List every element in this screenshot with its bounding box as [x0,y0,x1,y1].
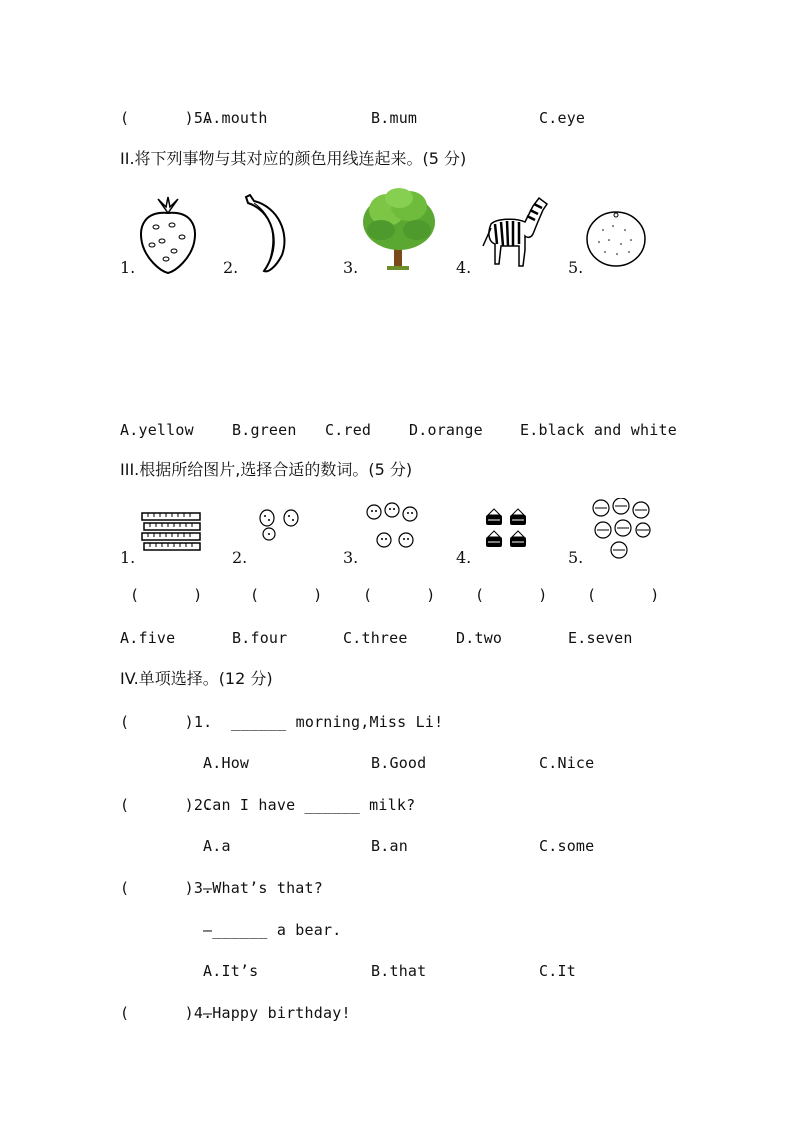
number-option-a: A.five [120,629,176,647]
question-paren-2: ( )2. [120,796,213,814]
item-number: 3. [343,258,359,277]
orange-icon [585,210,647,268]
color-option-e: E.black and white [520,421,677,439]
color-option-a: A.yellow [120,421,194,439]
tree-icon [361,186,437,272]
q1-option-a: A.How [203,754,250,772]
question-paren-1: ( )1. [120,713,213,731]
q3-option-c: C.It [539,962,576,980]
color-option-c: C.red [325,421,372,439]
question-stem-2: Can I have ______ milk? [203,796,416,814]
item-number: 5. [568,258,584,277]
q2-option-b: B.an [371,837,408,855]
section-4-title: IV.单项选择。(12 分) [120,669,273,688]
q1-option-c: C.Nice [539,754,595,772]
small-objects-group-icon [255,508,303,542]
item-number: 5. [568,548,584,567]
section-3-title: III.根据所给图片,选择合适的数词。(5 分) [120,460,413,479]
q3-option-a: A.It’s [203,962,259,980]
number-option-c: C.three [343,629,408,647]
item-number: 3. [343,548,359,567]
item-number: 4. [456,548,472,567]
question-paren-4: ( )4. [120,1004,213,1022]
q1-option-b: B.Good [371,754,427,772]
answer-blank[interactable]: ( ) [363,586,436,604]
question-stem-3-reply: —______ a bear. [203,921,342,939]
balls-group-icon [589,498,653,562]
item-number: 1. [120,548,136,567]
item-number: 2. [223,258,239,277]
answer-blank[interactable]: ( ) [130,586,203,604]
strawberry-icon [136,195,200,275]
answer-blank[interactable]: ( ) [587,586,660,604]
answer-blank[interactable]: ( ) [250,586,323,604]
q2-option-a: A.a [203,837,231,855]
question-stem-3: —What’s that? [203,879,323,897]
color-option-b: B.green [232,421,297,439]
rulers-group-icon [140,509,202,553]
q2-option-c: C.some [539,837,595,855]
number-option-e: E.seven [568,629,633,647]
section-2-title: II.将下列事物与其对应的颜色用线连起来。(5 分) [120,149,467,168]
zebra-icon [477,194,549,270]
cartoon-faces-group-icon [364,502,422,552]
option-b: B.mum [371,109,418,127]
item-number: 1. [120,258,136,277]
answer-blank[interactable]: ( ) [475,586,548,604]
question-stem-1: ______ morning,Miss Li! [231,713,444,731]
question-stem-4: —Happy birthday! [203,1004,351,1022]
item-number: 4. [456,258,472,277]
banana-icon [238,193,294,275]
q3-option-b: B.that [371,962,427,980]
color-option-d: D.orange [409,421,483,439]
option-c: C.eye [539,109,586,127]
cakes-group-icon [484,505,530,551]
option-a: A.mouth [203,109,268,127]
item-number: 2. [232,548,248,567]
question-paren-3: ( )3. [120,879,213,897]
question-paren-5: ( )5. [120,109,213,127]
number-option-b: B.four [232,629,288,647]
number-option-d: D.two [456,629,503,647]
